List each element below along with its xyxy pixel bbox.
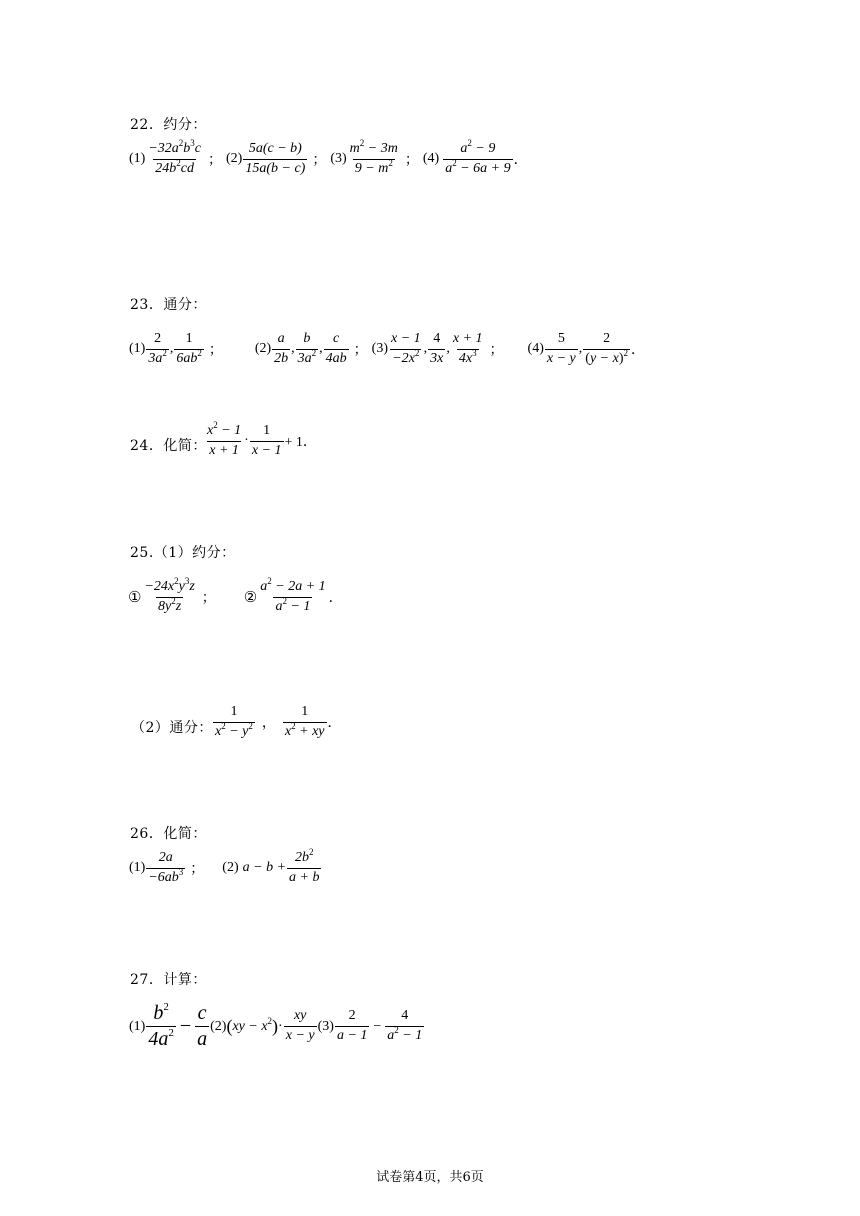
fraction: $\frac{x^2 - 1}{x + 1}$: [207, 420, 242, 458]
fraction: $\frac{2}{a - 1}$: [336, 1008, 368, 1043]
fraction: $\frac{x + 1}{4x^3}$: [452, 331, 483, 366]
fraction: $\frac{m^2 - 3m}{9 - m^2}$: [349, 138, 398, 176]
fraction: $\frac{-32a^2b^3c}{24b^2cd}$: [148, 138, 201, 176]
fraction: $\frac{1}{6ab^2}$: [176, 331, 202, 366]
fraction: $\frac{5a(c - b)}{15a(b - c)}$: [245, 141, 306, 176]
fraction: $\frac{c}{a}$: [197, 1002, 208, 1050]
question-25-part2-heading: （2）通分：: [131, 720, 213, 736]
question-22-expressions: (1) $\frac{-32a^2b^3c}{24b^2cd}$ ； (2) $\frac{5a(c - b)}{15a(b - c)}$ ； (3) $\frac{m^2 - 3m}{9 - m^2}$ ； (4) $\frac{a^2 - 9}{a^2 - 6a + 9}$ ．: [129, 138, 528, 176]
fraction: $\frac{4}{3x}$: [430, 331, 444, 366]
fraction: $\frac{x - 1}{-2x^2}$: [390, 331, 421, 366]
fraction: $\frac{a^2 - 2a + 1}{a^2 - 1}$: [260, 576, 326, 614]
fraction: $\frac{c}{4ab}$: [325, 331, 347, 366]
question-24-heading: 24．化简：: [130, 438, 207, 454]
fraction: $\frac{2a}{-6ab^3}$: [148, 850, 184, 885]
page-footer: 试卷第4页，共6页: [376, 1170, 484, 1185]
circled-two: ②: [243, 589, 258, 606]
fraction: $\frac{1}{x^2 - y^2}$: [215, 704, 253, 739]
circled-one: ①: [128, 589, 142, 606]
fraction: $\frac{4}{a^2 - 1}$: [387, 1008, 423, 1043]
fraction: $\frac{2b^2}{a + b}$: [289, 847, 320, 885]
question-22-heading: 22．约分：: [130, 117, 207, 133]
fraction: $\frac{b}{3a^2}$: [297, 331, 317, 366]
fraction: $\frac{xy}{x - y}$: [285, 1008, 315, 1043]
fraction: $\frac{5}{x - y}$: [546, 331, 576, 366]
fraction: $\frac{a^2 - 9}{a^2 - 6a + 9}$: [445, 138, 511, 176]
fraction: $\frac{b^2}{4a^2}$: [148, 1001, 174, 1050]
question-24-expression: $\frac{x^2 - 1}{x + 1}$ · $\frac{1}{x - 1}$ + 1．: [207, 420, 317, 458]
question-27-expressions: (1) $\frac{b^2}{4a^2}$ − $\frac{c}{a}$ (2) ( xy − $x^2$ ) · $\frac{xy}{x - y}$ (3) $\frac{2}{a - 1}$ − $\frac{4}{a^2 - 1}$: [129, 1001, 423, 1050]
fraction: $\frac{2}{(y - x)^2}$: [585, 331, 628, 366]
question-23-expressions: (1) $\frac{2}{3a^2}$ , $\frac{1}{6ab^2}$ ； (2) $\frac{a}{2b}$ , $\frac{b}{3a^2}$ , $\frac{c}{4ab}$ ； (3) $\frac{x - 1}{-2x^2}$ , $\frac{4}{3x}$ , $\frac{x + 1}{4x^3}$ ； (4) $\frac{5}{x - y}$ , $\frac{2}{(y - x)^2}$ ．: [129, 331, 645, 366]
question-27-heading: 27．计算：: [130, 972, 207, 988]
question-23-heading: 23．通分：: [130, 297, 207, 313]
question-25-part1-expressions: ① $\frac{-24x^2y^3z}{8y^2z}$ ； ② $\frac{a^2 - 2a + 1}{a^2 - 1}$ ．: [128, 576, 343, 614]
question-25-part2-expressions: $\frac{1}{x^2 - y^2}$ ， $\frac{1}{x^2 + xy}$ ．: [215, 704, 342, 739]
fraction: $\frac{1}{x^2 + xy}$: [284, 704, 325, 739]
question-26-heading: 26．化简：: [130, 826, 207, 842]
question-26-expressions: (1) $\frac{2a}{-6ab^3}$ ； (2) a − b + $\frac{2b^2}{a + b}$: [129, 847, 320, 885]
fraction: $\frac{1}{x - 1}$: [251, 423, 282, 458]
fraction: $\frac{a}{2b}$: [274, 331, 289, 366]
fraction: $\frac{2}{3a^2}$: [148, 331, 167, 366]
question-25-heading: 25.（1）约分：: [130, 545, 236, 561]
fraction: $\frac{-24x^2y^3z}{8y^2z}$: [144, 576, 195, 614]
